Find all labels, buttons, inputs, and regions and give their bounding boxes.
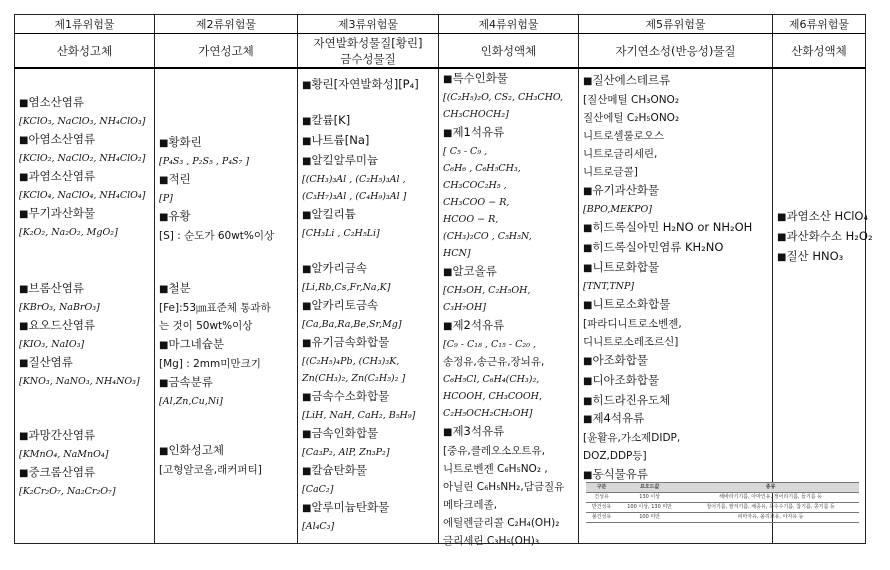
item-heading — [579, 371, 772, 391]
item-heading — [773, 247, 865, 267]
item-heading — [579, 71, 772, 91]
iodine-header-type: 구분 — [586, 483, 617, 493]
bullet-square-icon: ■ — [583, 356, 593, 367]
item-detail: [BPO,MEKPO] — [583, 204, 652, 215]
item-detail: 니트로글리세린, — [583, 148, 658, 160]
item-detail: C₂H₅OCH₂CH₂OH] — [443, 408, 533, 419]
item-detail: C₆H₆ , C₆H₅CH₃, — [443, 163, 521, 174]
bullet-square-icon: ■ — [302, 156, 312, 167]
item-heading-text: 과망간산염류 — [28, 428, 96, 442]
iodine-cell: 불건성유 — [586, 513, 617, 523]
item-heading — [298, 205, 438, 225]
item-heading — [579, 218, 772, 238]
item-detail: (CH₃)₂CO , C₅H₅N, — [443, 231, 532, 242]
item-detail: 니트로글콜] — [583, 166, 638, 178]
item-detail: (C₃H₇)₃Al , (C₄H₉)₃Al ] — [302, 191, 407, 202]
item-heading-text: 인화성고체 — [168, 443, 224, 457]
class1-cell — [15, 68, 155, 544]
item-detail: CH₃CHOCH₂] — [443, 109, 509, 120]
item-heading-text: 니트로화합물 — [592, 260, 660, 274]
bullet-square-icon: ■ — [302, 392, 312, 403]
item-heading — [155, 279, 297, 299]
bullet-square-icon: ■ — [583, 186, 593, 197]
item-heading — [15, 426, 154, 446]
item-heading — [155, 441, 297, 461]
bullet-square-icon: ■ — [443, 427, 453, 438]
bullet-square-icon: ■ — [443, 128, 453, 139]
item-heading — [579, 295, 772, 315]
item-detail: [질산메틸 CH₃ONO₂ — [583, 94, 680, 106]
item-detail: [KClO₃, NaClO₃, NH₄ClO₃] — [19, 116, 146, 127]
bullet-square-icon: ■ — [159, 446, 169, 457]
item-heading-text: 황린[자연발화성][P₄] — [311, 77, 419, 91]
item-heading-text: 과산화수소 H₂O₂ — [786, 229, 873, 243]
item-heading — [579, 238, 772, 258]
item-heading-text: 질산 HNO₃ — [786, 249, 844, 263]
item-detail: [고형알코올,래커퍼티] — [159, 464, 262, 476]
item-heading-text: 질산염류 — [28, 355, 73, 369]
item-heading — [15, 316, 154, 336]
subheader-class4 — [439, 34, 579, 69]
item-heading — [15, 463, 154, 483]
bullet-square-icon: ■ — [302, 338, 312, 349]
item-heading-text: 제4석유류 — [592, 411, 645, 425]
class5-cell — [579, 68, 773, 544]
item-heading — [298, 498, 438, 518]
item-detail: [KClO₄, NaClO₄, NH₄ClO₄] — [19, 190, 146, 201]
bullet-square-icon: ■ — [19, 284, 29, 295]
item-detail: [Al,Zn,Cu,Ni] — [159, 396, 223, 407]
bullet-square-icon: ■ — [777, 212, 787, 223]
bullet-square-icon: ■ — [777, 252, 787, 263]
bullet-square-icon: ■ — [302, 116, 312, 127]
bullet-square-icon: ■ — [583, 76, 593, 87]
item-heading — [298, 387, 438, 407]
item-detail: [KBrO₃, NaBrO₃] — [19, 302, 100, 313]
header-class6: 제6류위험물 — [773, 15, 866, 34]
bullet-square-icon: ■ — [583, 243, 593, 254]
item-heading — [773, 227, 873, 247]
item-heading-text: 마그네슘분 — [168, 337, 224, 351]
item-heading — [579, 391, 772, 411]
item-heading-text: 금속수소화합물 — [311, 389, 390, 403]
bullet-square-icon: ■ — [19, 431, 29, 442]
item-heading-text: 유황 — [168, 209, 191, 223]
item-heading-text: 아조화합물 — [592, 353, 648, 367]
item-detail: HCOO − R, — [443, 214, 499, 225]
bullet-square-icon: ■ — [443, 267, 453, 278]
class4-cell — [439, 68, 579, 547]
header-class1: 제1류위험물 — [15, 15, 155, 34]
item-detail: [C₉ - C₁₈ , C₁₅ - C₂₀ , — [443, 339, 537, 350]
item-detail: [(C₂H₅)₄Pb, (CH₃)₃K, — [302, 356, 400, 367]
item-heading — [298, 111, 438, 131]
item-detail: 니트로셀룰로오스 — [583, 130, 665, 142]
item-detail: [KClO₂, NaClO₂, NH₄ClO₂] — [19, 153, 146, 164]
bullet-square-icon: ■ — [443, 74, 453, 85]
item-heading-text: 금속인화합물 — [311, 426, 379, 440]
item-heading — [579, 409, 772, 429]
bullet-square-icon: ■ — [302, 301, 312, 312]
item-detail: [KMnO₄, NaMnO₄] — [19, 449, 109, 460]
item-heading — [155, 170, 297, 190]
bullet-square-icon: ■ — [583, 414, 593, 425]
item-detail: [LiH, NaH, CaH₂, B₅H₉] — [302, 410, 416, 421]
item-heading-text: 알코올류 — [452, 264, 497, 278]
bullet-square-icon: ■ — [302, 136, 312, 147]
item-heading — [298, 259, 438, 279]
item-heading-text: 디아조화합물 — [592, 373, 660, 387]
bullet-square-icon: ■ — [583, 263, 593, 274]
item-heading — [15, 130, 154, 150]
item-heading-text: 동식물유류 — [592, 467, 648, 481]
iodine-cell: 청어기름, 쌀겨기름, 채종유, 옥수수기름, 참기름, 콩기름 등 — [682, 503, 859, 513]
bullet-square-icon: ■ — [583, 376, 593, 387]
item-heading-text: 브롬산염류 — [28, 281, 84, 295]
bullet-square-icon: ■ — [19, 468, 29, 479]
item-heading — [15, 167, 154, 187]
item-detail: [P₄S₃ , P₂S₅ , P₄S₇ ] — [159, 156, 250, 167]
item-heading-text: 유기과산화물 — [592, 183, 660, 197]
table-row — [586, 513, 859, 523]
header-class4: 제4류위험물 — [439, 15, 579, 34]
item-detail: CH₃COO − R, — [443, 197, 510, 208]
subheader-line: 산화성고체 — [56, 43, 113, 58]
item-heading-text: 히드록실아민 H₂NO or NH₂OH — [592, 220, 753, 234]
item-detail: [윤활유,가소제DIDP, — [583, 432, 681, 444]
item-heading-text: 히드록실아민염류 KH₂NO — [592, 240, 724, 254]
item-heading — [155, 133, 297, 153]
item-detail: [Li,Rb,Cs,Fr,Na,K] — [302, 282, 391, 293]
item-heading — [298, 424, 438, 444]
item-heading — [15, 353, 154, 373]
item-detail: DOZ,DDP등] — [583, 450, 647, 462]
item-heading-text: 알루미늄탄화물 — [311, 500, 390, 514]
item-heading — [298, 461, 438, 481]
header-class5: 제5류위험물 — [579, 15, 773, 34]
subheader-class6 — [773, 34, 866, 69]
bullet-square-icon: ■ — [19, 172, 29, 183]
table-row — [586, 503, 859, 513]
item-heading — [439, 316, 578, 336]
item-detail: HCN] — [443, 248, 471, 259]
bullet-square-icon: ■ — [302, 80, 312, 91]
bullet-square-icon: ■ — [302, 503, 312, 514]
iodine-header-value: 요오드값 — [617, 483, 682, 493]
item-heading — [439, 262, 578, 282]
item-detail: 송정유,송근유,장뇌유, — [443, 356, 545, 368]
item-heading — [439, 123, 578, 143]
item-heading-text: 제2석유류 — [452, 318, 505, 332]
item-heading-text: 아염소산염류 — [28, 132, 96, 146]
item-heading — [298, 75, 438, 95]
item-heading-text: 알카리토금속 — [311, 298, 379, 312]
bullet-square-icon: ■ — [302, 210, 312, 221]
bullet-square-icon: ■ — [19, 135, 29, 146]
item-detail: [(C₂H₅)₂O, CS₂, CH₃CHO, — [443, 92, 564, 103]
item-heading-text: 중크롬산염류 — [28, 465, 96, 479]
item-heading — [579, 351, 772, 371]
item-detail: [TNT,TNP] — [583, 281, 635, 292]
class2-cell — [155, 68, 298, 544]
item-heading — [155, 207, 297, 227]
item-detail: [P] — [159, 193, 173, 204]
item-detail: [S] : 순도가 60wt%이상 — [159, 230, 275, 242]
hazardous-materials-table — [14, 14, 873, 547]
iodine-cell: 피마자유, 올리브유, 야자유 등 — [682, 513, 859, 523]
item-heading — [439, 422, 578, 442]
bullet-square-icon: ■ — [159, 212, 169, 223]
subheader-line: 금수성물질 — [340, 51, 396, 66]
subheader-class1 — [15, 34, 155, 69]
item-heading — [579, 181, 772, 201]
item-heading-text: 알킬알루미늄 — [311, 153, 379, 167]
item-heading-text: 유기금속화합물 — [311, 335, 390, 349]
item-detail: [Al₄C₃] — [302, 521, 335, 532]
item-heading-text: 알카리금속 — [311, 261, 367, 275]
item-detail: [CH₃OH, C₂H₅OH, — [443, 285, 531, 296]
item-detail: 니트로벤젠 C₆H₅NO₂ , — [443, 463, 548, 475]
item-heading-text: 과염소산 HClO₄ — [786, 209, 869, 223]
subheader-line: 산화성액체 — [791, 43, 847, 58]
item-heading-text: 철분 — [168, 281, 191, 295]
item-heading — [155, 335, 297, 355]
item-heading-text: 특수인화물 — [452, 71, 508, 85]
item-detail: 글리세린 C₃H₅(OH)₃ — [443, 535, 540, 547]
item-heading-text: 알킬리튬 — [311, 207, 356, 221]
item-detail: [Ca,Ba,Ra,Be,Sr,Mg] — [302, 319, 402, 330]
item-detail: [K₂O₂, Na₂O₂, MgO₂] — [19, 227, 118, 238]
item-heading-text: 금속분류 — [168, 375, 213, 389]
item-detail: [CaC₂] — [302, 484, 334, 495]
bullet-square-icon: ■ — [159, 138, 169, 149]
item-detail: 에틸렌글리콜 C₂H₄(OH)₂ — [443, 517, 560, 529]
iodine-cell: 건성유 — [586, 493, 617, 503]
item-detail: CH₃COC₂H₅ , — [443, 180, 507, 191]
bullet-square-icon: ■ — [302, 264, 312, 275]
item-heading-text: 적린 — [168, 172, 191, 186]
item-heading — [298, 296, 438, 316]
item-detail: C₃H₇OH] — [443, 302, 486, 313]
iodine-cell: 100 이상, 130 미만 — [617, 503, 682, 513]
bullet-square-icon: ■ — [19, 209, 29, 220]
item-heading-text: 나트륨[Na] — [311, 133, 370, 147]
item-heading-text: 칼슘탄화물 — [311, 463, 367, 477]
item-detail: 아닐린 C₆H₅NH₂,담금질유 — [443, 481, 565, 493]
subheader-line: 자연발화성물질[황린] — [313, 35, 423, 50]
item-heading — [155, 373, 297, 393]
bullet-square-icon: ■ — [583, 300, 593, 311]
subheader-class3 — [298, 34, 439, 69]
table-row — [586, 493, 859, 503]
item-heading-text: 칼륨[K] — [311, 113, 351, 127]
bullet-square-icon: ■ — [159, 378, 169, 389]
item-detail: 는 것이 50wt%이상 — [159, 320, 253, 332]
subheader-line: 가연성고체 — [198, 43, 254, 58]
item-heading-text: 과염소산염류 — [28, 169, 96, 183]
item-heading-text: 요오드산염류 — [28, 318, 96, 332]
bullet-square-icon: ■ — [777, 232, 787, 243]
bullet-square-icon: ■ — [19, 358, 29, 369]
item-detail: [Ca₃P₂, AlP, Zn₃P₂] — [302, 447, 390, 458]
item-detail: 디니트로소레조르신] — [583, 336, 679, 348]
iodine-cell: 해바라기기름, 아마인유, 정어리기름, 들기름 등 — [682, 493, 859, 503]
item-detail: HCOOH, CH₃COOH, — [443, 391, 542, 402]
item-heading — [15, 279, 154, 299]
item-detail: [Mg] : 2mm미만크기 — [159, 358, 261, 370]
item-detail: [KIO₃, NaIO₃] — [19, 339, 85, 350]
subheader-class5 — [579, 34, 773, 69]
subheader-line: 자기연소성(반응성)물질 — [615, 43, 736, 58]
bullet-square-icon: ■ — [19, 321, 29, 332]
item-heading-text: 니트로소화합물 — [592, 297, 671, 311]
item-detail: 질산에틸 C₂H₅ONO₂ — [583, 112, 680, 124]
item-detail: 메타크레졸, — [443, 499, 498, 511]
item-detail: C₆H₅Cl, C₆H₄(CH₃)₂, — [443, 374, 540, 385]
header-class2: 제2류위험물 — [155, 15, 298, 34]
item-heading-text: 질산에스테르류 — [592, 73, 671, 87]
item-heading-text: 염소산염류 — [28, 95, 84, 109]
subheader-line: 인화성액체 — [480, 43, 537, 58]
iodine-cell: 130 이상 — [617, 493, 682, 503]
item-detail: [CH₃Li , C₂H₅Li] — [302, 228, 380, 239]
item-detail: [K₂Cr₂O₇, Na₂Cr₂O₇] — [19, 486, 116, 497]
item-heading — [298, 333, 438, 353]
item-detail: [KNO₃, NaNO₃, NH₄NO₃] — [19, 376, 140, 387]
bullet-square-icon: ■ — [302, 429, 312, 440]
item-detail: [중유,클레오소오트유, — [443, 445, 546, 457]
bullet-square-icon: ■ — [443, 321, 453, 332]
item-heading-text: 제3석유류 — [452, 424, 505, 438]
iodine-cell: 반건성유 — [586, 503, 617, 513]
item-heading — [579, 258, 772, 278]
bullet-square-icon: ■ — [302, 466, 312, 477]
header-class3: 제3류위험물 — [298, 15, 439, 34]
item-detail: [Fe]:53㎛표준체 통과하 — [159, 302, 271, 314]
bullet-square-icon: ■ — [583, 470, 593, 481]
item-heading-text: 황화린 — [168, 135, 202, 149]
item-heading — [298, 151, 438, 171]
iodine-cell: 100 미만 — [617, 513, 682, 523]
item-detail: [(CH₃)₃Al , (C₂H₅)₃Al , — [302, 174, 406, 185]
item-heading — [298, 131, 438, 151]
bullet-square-icon: ■ — [583, 396, 593, 407]
item-heading-text: 히드라진유도체 — [592, 393, 671, 407]
bullet-square-icon: ■ — [19, 98, 29, 109]
bullet-square-icon: ■ — [583, 223, 593, 234]
item-detail: Zn(CH₃)₂, Zn(C₂H₅)₂ ] — [302, 373, 406, 384]
iodine-value-table — [586, 482, 859, 523]
bullet-square-icon: ■ — [159, 340, 169, 351]
item-heading-text: 제1석유류 — [452, 125, 505, 139]
item-detail: [파라디니트로소벤젠, — [583, 318, 682, 330]
item-heading — [773, 207, 869, 227]
subheader-class2 — [155, 34, 298, 69]
item-detail: [ C₅ - C₉ , — [443, 146, 488, 157]
class3-cell — [298, 68, 439, 544]
item-heading-text: 무기과산화물 — [28, 206, 96, 220]
bullet-square-icon: ■ — [159, 175, 169, 186]
item-heading — [15, 93, 154, 113]
item-heading — [439, 69, 578, 89]
bullet-square-icon: ■ — [159, 284, 169, 295]
iodine-header-kind: 종류 — [682, 483, 859, 493]
item-heading — [15, 204, 154, 224]
class6-cell — [773, 68, 873, 544]
